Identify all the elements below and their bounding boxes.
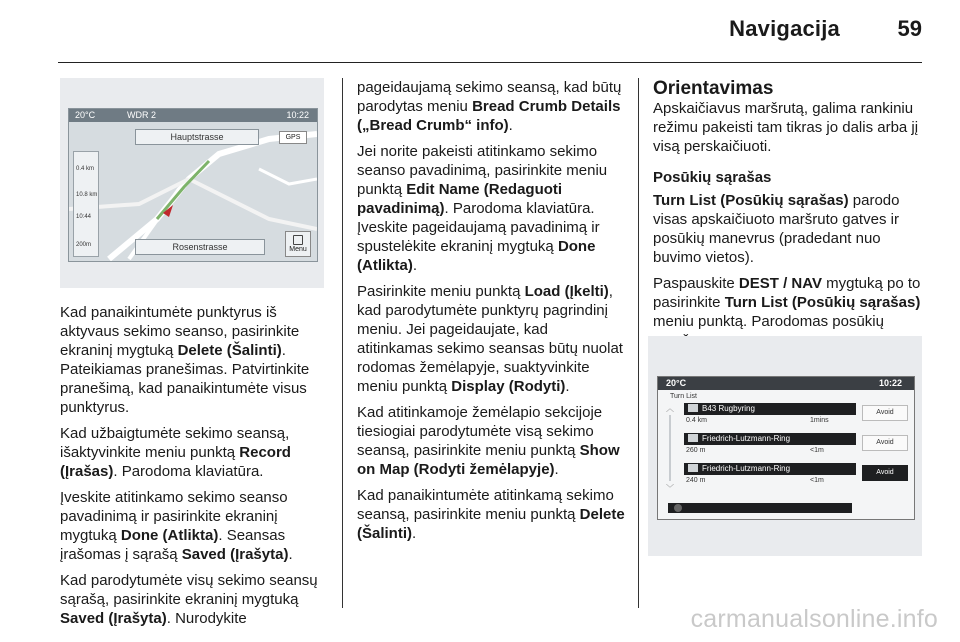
avoid-button: Avoid	[862, 465, 908, 481]
col1-paragraph-4: Kad parodytumėte visų sekimo seansų sąrašą, pasirinkite ekraninį mygtuką Saved (Įrašyta). Nurodykite	[60, 572, 318, 627]
map-status-bar	[69, 109, 317, 122]
col2-paragraph-5: Kad panaikintumėte atitinkamą sekimo seansą, pasirinkite meniu punktą Delete (Šalinti).	[357, 487, 625, 542]
column-divider-1	[342, 78, 343, 608]
col2-paragraph-3: Pasirinkite meniu punktą Load (Įkelti), kad parodytumėte punktyrų pagrindinį meniu. Jei pageidaujate, kad atitinkamas sekimo seansas būtų nuolat rodomas žemėlapyje, suaktyvinkite meniu punktą Display (Rodyti).	[357, 283, 623, 395]
turn-list-row	[684, 403, 908, 437]
column-3	[653, 78, 928, 357]
col2-paragraph-4: Kad atitinkamoje žemėlapio sekcijoje tiesiogiai parodytumėte visą sekimo seansą, pasirinkite meniu punktą Show on Map (Rodyti žemėlapyje).	[357, 404, 620, 478]
footer-icon	[674, 504, 682, 512]
turn-list-footer	[668, 503, 852, 513]
scroll-rail	[669, 415, 671, 481]
column-2	[357, 78, 627, 550]
map-clock: 10:22	[286, 110, 309, 120]
turn-distance: 0.4 km	[686, 417, 708, 424]
map-next-turn-distance: 0.4 km	[76, 166, 95, 172]
col1-paragraph-2: Kad užbaigtumėte sekimo seansą, išaktyvinkite meniu punktą Record (Įrašas). Parodoma klaviatūra.	[60, 425, 291, 480]
map-current-street: Hauptstrasse	[135, 129, 259, 145]
turn-arrow-icon	[688, 404, 698, 412]
col3-paragraph-2: Paspauskite DEST / NAV mygtuką po to pasirinkite Turn List (Posūkių sąrašas) meniu punktą. Parodomas posūkių	[653, 275, 921, 330]
map-gps-badge: GPS	[279, 131, 307, 144]
col1-paragraph-1: Kad panaikintumėte punktyrus iš aktyvaus sekimo seanso, pasirinkite ekraninį mygtuką Delete (Šalinti). Pateikiamas pranešimas. Patvirtinkite pranešimą, kad panaikintumėte visus punktyrus.	[60, 304, 310, 416]
turn-list-row	[684, 433, 908, 467]
turn-street: Friedrich-Lutzmann-Ring	[684, 463, 856, 475]
turn-distance: 260 m	[686, 447, 706, 454]
turn-time: <1m	[810, 447, 824, 454]
turn-street: Friedrich-Lutzmann-Ring	[684, 433, 856, 445]
map-info-panel	[73, 151, 99, 257]
column-1	[60, 303, 324, 635]
turn-time: 1mins	[810, 417, 829, 424]
col3-paragraph-1: Turn List (Posūkių sąrašas) parodo visas apskaičiuoto maršruto gatves ir posūkių manevrus (pradedant nuo buvimo vietos).	[653, 192, 900, 266]
section-intro: Apskaičiavus maršrutą, galima rankiniu režimu pakeisti tam tikras jo dalis arba jį visą perskaičiuoti.	[653, 100, 919, 155]
turn-list-temperature: 20°C	[666, 378, 687, 388]
header-divider	[58, 62, 922, 63]
avoid-button: Avoid	[862, 435, 908, 451]
map-menu-icon	[293, 235, 303, 245]
turn-list-row	[684, 463, 908, 497]
turn-street: B43 Rugbyring	[684, 403, 856, 415]
turn-list-screenshot	[648, 336, 922, 556]
avoid-button: Avoid	[862, 405, 908, 421]
turn-distance: 240 m	[686, 477, 706, 484]
turn-list-title: Turn List	[670, 393, 697, 400]
page-number: 59	[897, 16, 922, 41]
map-scale: 200m	[76, 242, 92, 248]
map-station: WDR 2	[127, 110, 156, 120]
turn-arrow-icon	[688, 434, 698, 442]
map-menu-label: Menu	[289, 246, 307, 253]
map-remaining-distance: 10.8 km	[76, 192, 98, 198]
turn-time: <1m	[810, 477, 824, 484]
turn-list-clock: 10:22	[878, 378, 902, 388]
turn-list-status-bar	[658, 377, 914, 390]
column-divider-2	[638, 78, 639, 608]
map-arrival-time: 10:44	[76, 214, 92, 220]
turn-list-display	[657, 376, 915, 520]
turn-arrow-icon	[688, 464, 698, 472]
col1-paragraph-3: Įveskite atitinkamo sekimo seanso pavadinimą ir pasirinkite ekraninį mygtuką Done (Atlikta). Seansas įrašomas į sąrašą Saved (Įrašyta).	[60, 489, 293, 563]
col2-paragraph-1: pageidaujamą sekimo seansą, kad būtų parodytas meniu Bread Crumb Details („Bread Crumb“ info).	[357, 79, 622, 134]
map-display	[68, 108, 318, 262]
map-next-street: Rosenstrasse	[135, 239, 265, 255]
map-temperature: 20°C	[75, 110, 96, 120]
page-title: Navigacija	[729, 16, 840, 41]
scroll-up-icon: ︿	[666, 404, 674, 413]
map-menu-button	[285, 231, 311, 257]
subsection-heading: Posūkių sąrašas	[653, 169, 772, 186]
watermark: carmanualsonline.info	[690, 605, 938, 633]
col2-paragraph-2: Jei norite pakeisti atitinkamo sekimo seanso pavadinimą, pasirinkite meniu punktą Edit Name (Redaguoti pavadinimą). Parodoma klaviatūra. Įveskite pageidaujamą pavadinimą ir spustelėkite ekraninį mygtuką Done (Atlikta).	[357, 143, 608, 274]
map-screenshot	[60, 78, 324, 288]
section-heading: Orientavimas	[653, 78, 774, 99]
scroll-down-icon: ﹀	[666, 484, 674, 493]
